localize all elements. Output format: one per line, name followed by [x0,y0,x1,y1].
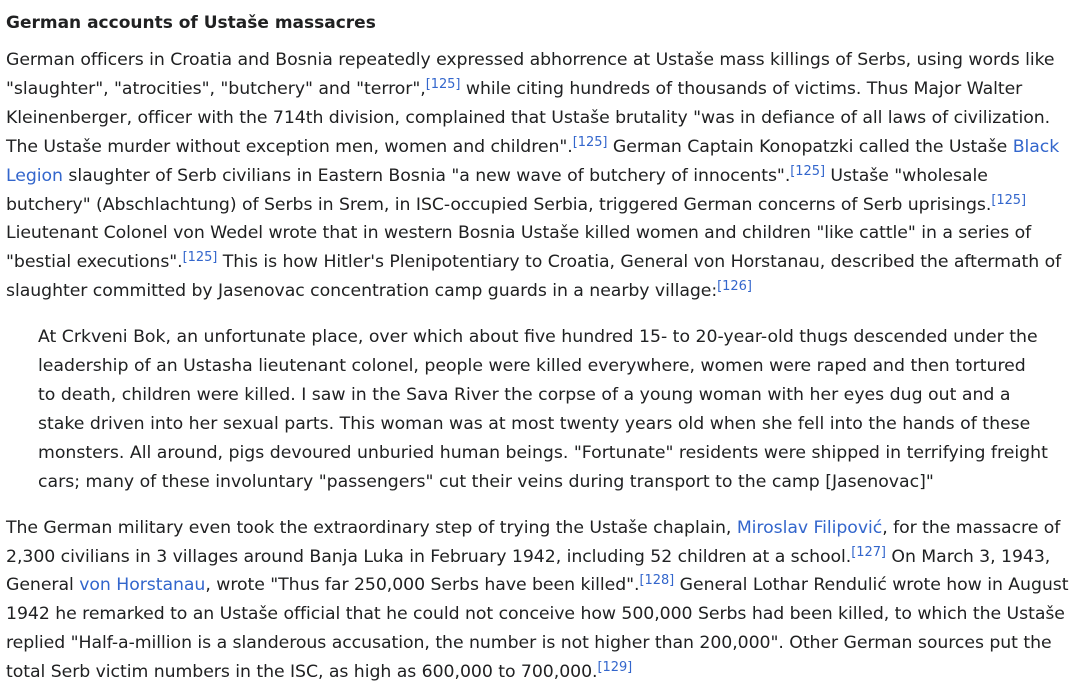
paragraph-text: , for the massacre of 2,300 civilians in 3 villages around Banja Luka in February 1942, including 52 children at a school. [6,517,1061,567]
citation-link[interactable]: [126] [717,279,752,295]
citation-link[interactable]: [129] [597,660,633,676]
paragraph-text: , wrote "Thus far 250,000 Serbs have been killed". [205,575,640,596]
citation-126[interactable] [717,279,752,294]
citation-125[interactable] [183,250,218,265]
paragraph-german-officers [6,46,1074,306]
paragraph-text: Lieutenant Colonel von Wedel wrote that in western Bosnia Ustaše killed women and children "like cattle" in a series of "bestial executions". [6,223,1032,273]
paragraph-text: Ustaše "wholesale butchery" (Abschlachtung) of Serbs in Srem, in ISC-occupied Serbia, triggered German concerns of Serb uprisings. [6,165,992,215]
citation-link[interactable]: [125] [425,76,461,92]
section-heading: German accounts of Ustaše massacres [6,13,376,33]
citation-128[interactable] [640,573,675,588]
citation-link[interactable]: [125] [572,134,608,150]
citation-link[interactable]: [125] [790,163,825,179]
paragraph-text: German Captain Konopatzki called the Ustaše [607,136,1013,157]
paragraph-text: On March 3, 1943, General [6,546,1051,596]
article-section [6,0,1074,687]
paragraph-german-military [6,514,1074,687]
citation-link[interactable]: [127] [851,544,886,560]
paragraph-text: slaughter of Serb civilians in Eastern Bosnia "a new wave of butchery of innocents". [62,165,791,186]
von-horstanau-link[interactable]: von Horstanau [79,575,206,596]
paragraph-text: German officers in Croatia and Bosnia repeatedly expressed abhorrence at Ustaše mass killings of Serbs, using words like "slaughter", "atrocities", "butchery" and "terror", [6,50,1055,99]
paragraph-text: General Lothar Rendulić wrote how in August 1942 he remarked to an Ustaše official that he could not conceive how 500,000 Serbs had been killed, to which the Ustaše replied "Half-a-million is a slanderous accusation, the number is not higher than 200,000". Other German sources put the total Serb victim numbers in the ISC, as high as 600,000 to 700,000. [6,575,1069,683]
citation-link[interactable]: [125] [991,192,1027,208]
citation-link[interactable]: [125] [182,250,218,266]
paragraph-text: This is how Hitler's Plenipotentiary to Croatia, General von Horstanau, described the aftermath of slaughter committed by Jasenovac concentration camp guards in a nearby village: [6,252,1062,302]
citation-125[interactable] [790,164,825,179]
horstenau-quote: At Crkveni Bok, an unfortunate place, over which about five hundred 15- to 20-year-old thugs descended under the leadership of an Ustasha lieutenant colonel, people were killed everywhere, women were raped and then tortured to death, children were killed. I saw in the Sava River the corpse of a young woman with her eyes dug out and a stake driven into her sexual parts. This woman was at most twenty years old when she fell into the hands of these monsters. All around, pigs devoured unburied human beings. "Fortunate" residents were shipped in terrifying freight cars; many of these involuntary "passengers" cut their veins during transport to the camp [Jasenovac]" [38,327,1048,492]
citation-125[interactable] [573,135,608,150]
citation-link[interactable]: [128] [639,573,675,589]
citation-125[interactable] [426,77,461,92]
black-legion-link[interactable]: Black Legion [6,136,1060,186]
miroslav-filipovic-link[interactable]: Miroslav Filipović [736,517,883,538]
citation-127[interactable] [851,545,886,560]
citation-129[interactable] [597,660,632,675]
paragraph-text: The German military even took the extraordinary step of trying the Ustaše chaplain, [6,517,737,538]
citation-125[interactable] [991,193,1026,208]
paragraph-text: while citing hundreds of thousands of victims. Thus Major Walter Kleinenberger, officer with the 714th division, complained that Ustaše brutality "was in defiance of all laws of civilization. The Ustaše murder without exception men, women and children". [6,78,1051,157]
